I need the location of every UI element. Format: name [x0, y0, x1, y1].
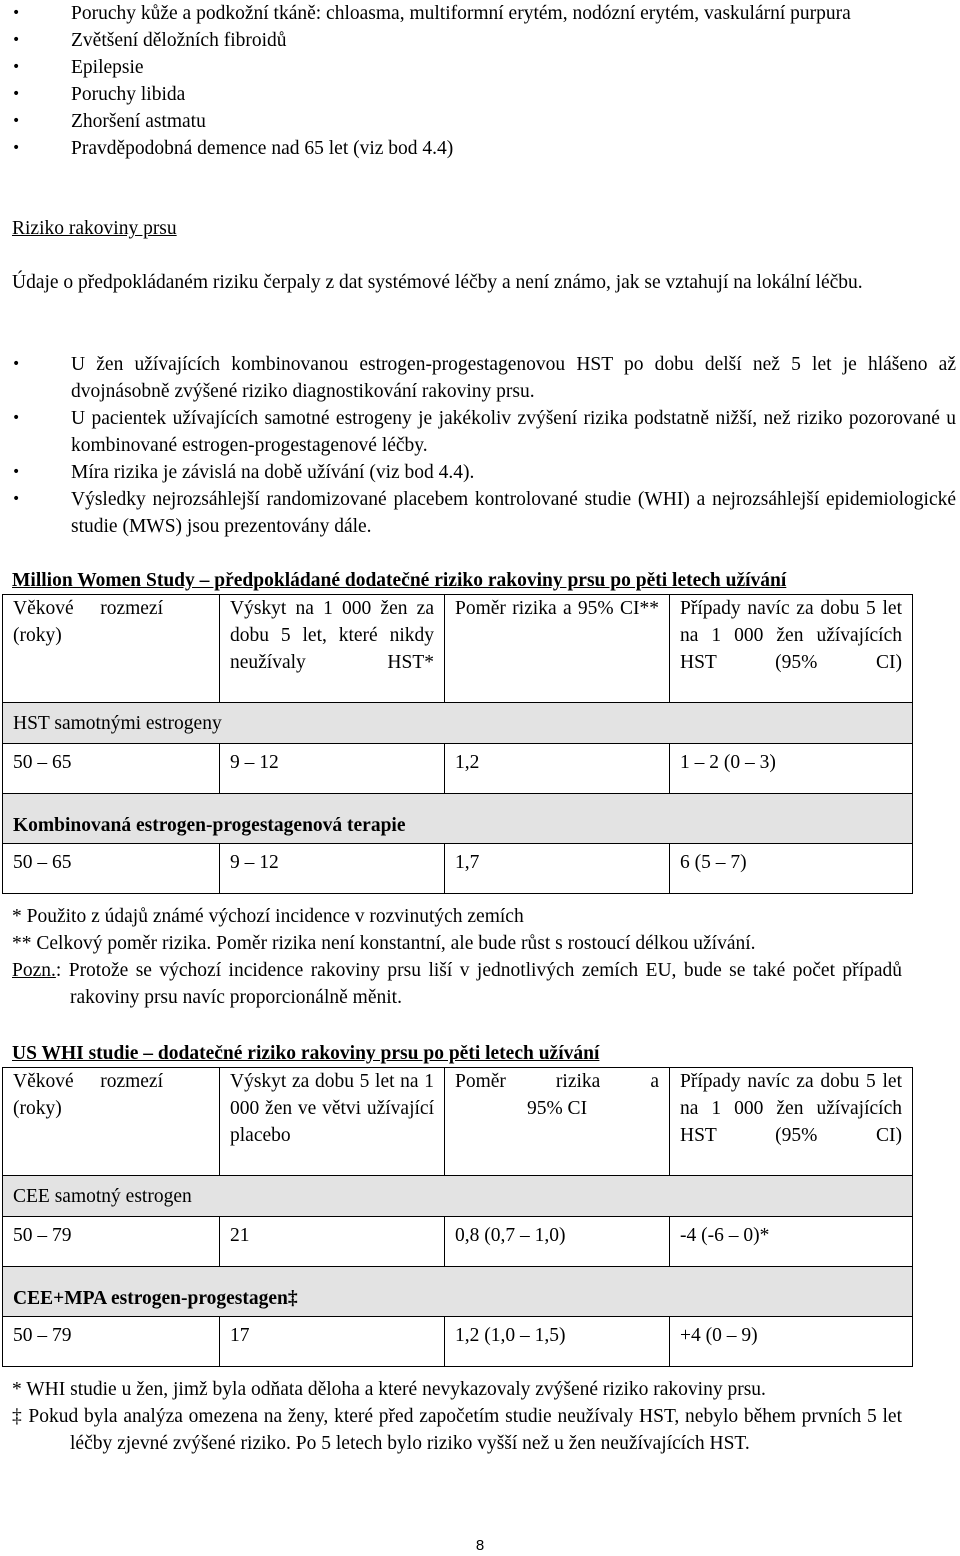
group-label: CEE+MPA estrogen-progestagen‡ — [3, 1267, 913, 1317]
footnote: * WHI studie u žen, jimž byla odňata děloha a které nevykazovaly zvýšené riziko rakoviny prsu. — [12, 1379, 766, 1400]
footnote: ** Celkový poměr rizika. Poměr rizika není konstantní, ale bude růst s rostoucí délkou užívání. — [12, 933, 756, 954]
table-group-row — [3, 1267, 913, 1317]
adverse-effects-list — [12, 0, 932, 162]
header-cell: Věkové rozmezí (roky) — [3, 1068, 220, 1176]
table-row — [3, 844, 913, 894]
list-item: • Poruchy libida — [12, 81, 932, 108]
header-cell: Případy navíc za dobu 5 let na 1 000 žen užívajících HST (95% CI) — [670, 595, 913, 703]
table-group-row — [3, 703, 913, 744]
footnote: Pozn.: Protože se výchozí incidence rakoviny prsu liší v jednotlivých zemích EU, bude se také počet případů rakoviny prsu navíc proporcionálně měnit. — [12, 960, 902, 1008]
header-cell: Případy navíc za dobu 5 let na 1 000 žen užívajících HST (95% CI) — [670, 1068, 913, 1176]
table-cell: -4 (-6 – 0)* — [670, 1217, 913, 1267]
mws-notes — [12, 903, 902, 1011]
table-row — [3, 1217, 913, 1267]
table-row — [3, 744, 913, 794]
table-cell: 6 (5 – 7) — [670, 844, 913, 894]
table-cell: 1,2 — [445, 744, 670, 794]
table-cell: 50 – 65 — [3, 844, 220, 894]
table-header-row — [3, 1068, 913, 1176]
table-group-row — [3, 1176, 913, 1217]
header-cell: Věkové rozmezí (roky) — [3, 595, 220, 703]
list-item: • Pravděpodobná demence nad 65 let (viz bod 4.4) — [12, 135, 932, 162]
group-label: HST samotnými estrogeny — [3, 703, 913, 744]
table-cell: 1 – 2 (0 – 3) — [670, 744, 913, 794]
mws-table-title: Million Women Study – předpokládané dodatečné riziko rakoviny prsu po pěti letech užívání — [12, 570, 787, 591]
table-cell: 9 – 12 — [220, 744, 445, 794]
whi-table-title: US WHI studie – dodatečné riziko rakoviny prsu po pěti letech užívání — [12, 1043, 600, 1064]
list-item: • Výsledky nejrozsáhlejší randomizované placebem kontrolované studie (WHI) a nejrozsáhlejší epidemiologické studie (MWS) jsou prezentovány dále. — [12, 486, 956, 540]
header-cell: Výskyt na 1 000 žen za dobu 5 let, které nikdy neužívaly HST* — [220, 595, 445, 703]
table-cell: 50 – 65 — [3, 744, 220, 794]
table-row — [3, 1317, 913, 1367]
list-item: • U pacientek užívajících samotné estrogeny je jakékoliv zvýšení rizika podstatně nižší, než riziko pozorované u kombinované estrogen-progestagenové léčby. — [12, 405, 956, 459]
list-item: • Poruchy kůže a podkožní tkáně: chloasma, multiformní erytém, nodózní erytém, vaskulární purpura — [12, 0, 932, 27]
table-cell: 50 – 79 — [3, 1217, 220, 1267]
table-cell: 50 – 79 — [3, 1317, 220, 1367]
whi-table — [2, 1067, 913, 1367]
list-item: • Zhoršení astmatu — [12, 108, 932, 135]
table-cell: 9 – 12 — [220, 844, 445, 894]
intro-paragraph: Údaje o předpokládaném riziku čerpaly z dat systémové léčby a není známo, jak se vztahují na lokální léčbu. — [12, 272, 863, 293]
header-cell: Poměr rizika a 95% CI — [445, 1068, 670, 1176]
table-cell: +4 (0 – 9) — [670, 1317, 913, 1367]
footnote: ‡ Pokud byla analýza omezena na ženy, které před započetím studie neužívaly HST, nebylo během prvních 5 let léčby zjevné zvýšené riziko. Po 5 letech bylo riziko vyšší než u žen neužívajících HST. — [12, 1406, 902, 1454]
whi-notes — [12, 1376, 902, 1457]
mws-table — [2, 594, 913, 894]
section-heading: Riziko rakoviny prsu — [12, 218, 177, 239]
table-cell: 1,7 — [445, 844, 670, 894]
table-cell: 1,2 (1,0 – 1,5) — [445, 1317, 670, 1367]
list-item: • Epilepsie — [12, 54, 932, 81]
header-cell: Poměr rizika a 95% CI** — [445, 595, 670, 703]
group-label: Kombinovaná estrogen-progestagenová terapie — [3, 794, 913, 844]
group-label: CEE samotný estrogen — [3, 1176, 913, 1217]
table-cell: 17 — [220, 1317, 445, 1367]
table-header-row — [3, 595, 913, 703]
table-cell: 21 — [220, 1217, 445, 1267]
risk-list — [12, 351, 956, 540]
table-cell: 0,8 (0,7 – 1,0) — [445, 1217, 670, 1267]
list-item: • Míra rizika je závislá na době užívání (viz bod 4.4). — [12, 459, 956, 486]
list-item: • Zvětšení děložních fibroidů — [12, 27, 932, 54]
footnote: * Použito z údajů známé výchozí incidence v rozvinutých zemích — [12, 906, 524, 927]
table-group-row — [3, 794, 913, 844]
list-item: • U žen užívajících kombinovanou estrogen-progestagenovou HST po dobu delší než 5 let je hlášeno až dvojnásobně zvýšené riziko diagnostikování rakoviny prsu. — [12, 351, 956, 405]
page-number: 8 — [475, 1537, 485, 1554]
header-cell: Výskyt za dobu 5 let na 1 000 žen ve větvi užívající placebo — [220, 1068, 445, 1176]
